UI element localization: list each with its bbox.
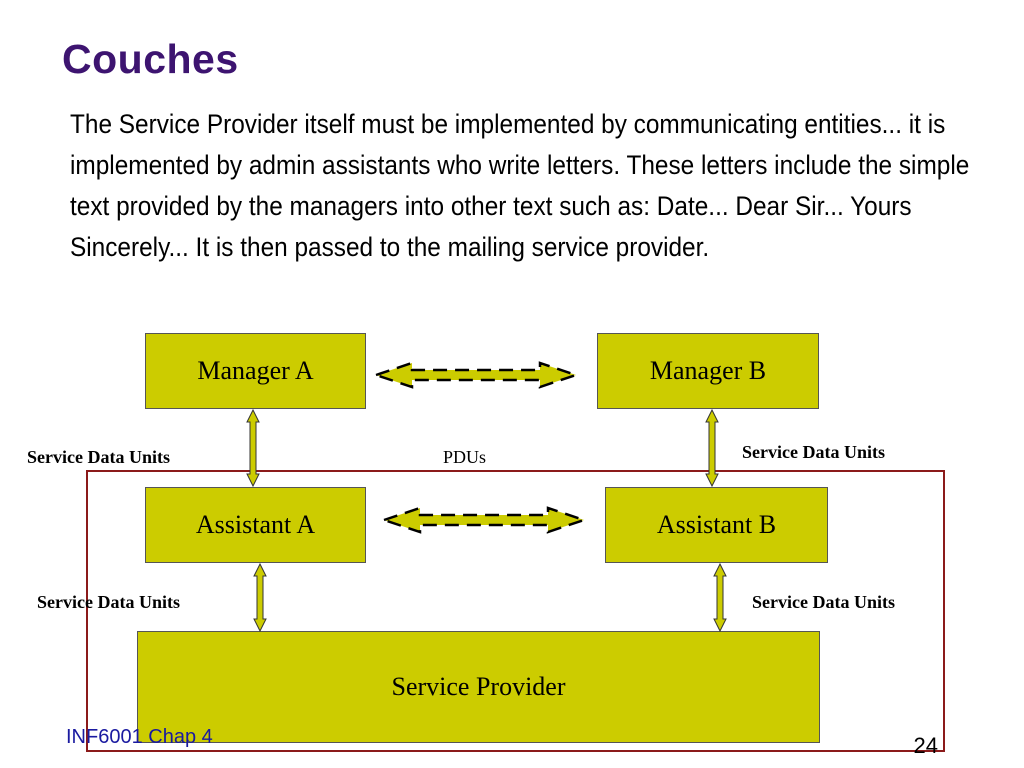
manager-pdu-arrow: [376, 363, 576, 387]
sdu-arrow-manager-b: [706, 410, 718, 486]
sdu-label-assistant-a: Service Data Units: [37, 592, 180, 612]
assistant-a-box: Assistant A: [145, 487, 366, 563]
page-number: 24: [913, 733, 938, 758]
assistant-pdu-arrow: [384, 508, 584, 532]
sdu-arrow-manager-a: [247, 410, 259, 486]
service-provider-box: Service Provider: [137, 631, 820, 743]
slide-footer: INF6001 Chap 4: [66, 726, 213, 748]
sdu-label-manager-b: Service Data Units: [742, 442, 885, 462]
pdus-label: PDUs: [443, 447, 487, 467]
sdu-label-manager-a: Service Data Units: [27, 447, 170, 467]
slide-title: Couches: [62, 36, 239, 82]
sdu-label-assistant-b: Service Data Units: [752, 592, 895, 612]
sdu-arrow-assistant-a: [254, 564, 266, 631]
assistant-b-box: Assistant B: [605, 487, 828, 563]
manager-a-box: Manager A: [145, 333, 366, 409]
slide-body-text: The Service Provider itself must be implemented by communicating entities... it is implemented by admin assistants who write letters. These letters include the simple text provided by the managers into other text such as: Date... Dear Sir... Yours Sincerely... It is then passed to the mailing service provider.: [70, 109, 970, 262]
manager-b-box: Manager B: [597, 333, 819, 409]
sdu-arrow-assistant-b: [714, 564, 726, 631]
